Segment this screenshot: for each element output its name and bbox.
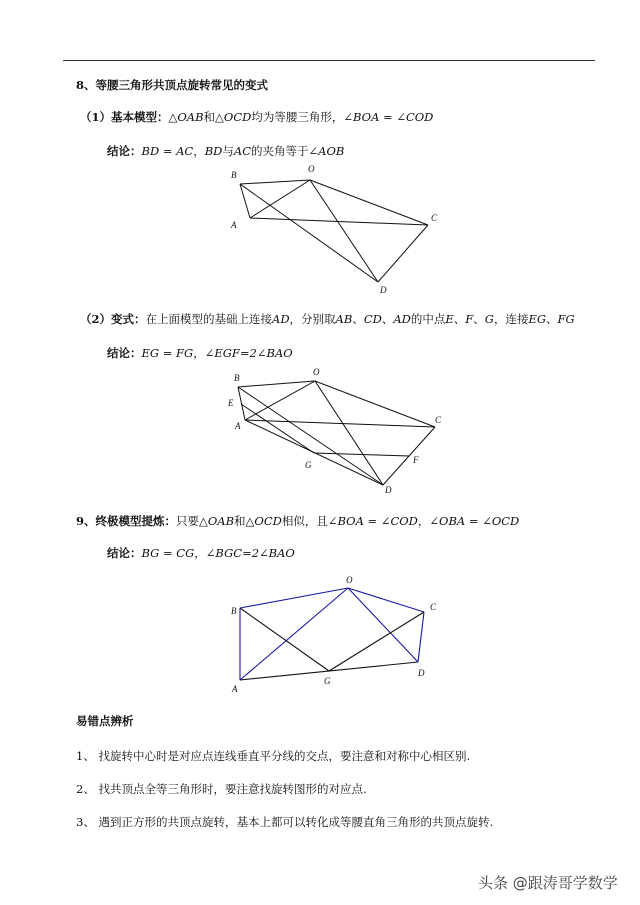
angle-equality: ∠BOA = ∠COD (343, 110, 434, 124)
error-item-text: 找共顶点全等三角形时，要注意找旋转图形的对应点. (98, 782, 367, 796)
label-b: B (231, 170, 237, 180)
label-a: A (232, 684, 238, 694)
conclusion-label: 结论： (107, 144, 142, 158)
errors-title: 易错点辨析 (76, 714, 134, 728)
label-o: O (346, 575, 353, 585)
error-item-3 (76, 815, 493, 829)
part-2-number: （2） (80, 312, 112, 326)
seg-cd (418, 612, 424, 662)
label-a: A (235, 421, 241, 431)
comma: ， (194, 546, 206, 560)
seg-bo (238, 381, 315, 387)
error-item-number: 1、 (76, 749, 95, 763)
label-g: G (305, 460, 312, 470)
segment-cd: CD (363, 312, 382, 326)
conclusion-label: 结论： (107, 346, 142, 360)
point-g: G (484, 312, 494, 326)
label-o: O (313, 367, 320, 377)
label-a: A (231, 220, 237, 230)
part-2-text-3: 的中点 (410, 312, 446, 326)
part-2-text-2: ，分别取 (289, 312, 336, 326)
figure-ultimate-model (225, 572, 445, 700)
section-9-label: 终极模型提炼： (95, 514, 177, 528)
seg-ao (240, 588, 348, 680)
triangle-ocd: △OCD (215, 110, 252, 124)
label-c: C (430, 602, 437, 612)
bg-eq-cg: BG = CG (141, 546, 195, 560)
triangle-oab: △OAB (168, 110, 204, 124)
header-rule (63, 60, 595, 61)
figure-basic-model (225, 160, 445, 300)
part-2-line (80, 312, 575, 326)
seg-gf (314, 453, 409, 456)
angle-bgc: ∠BGC=2∠BAO (205, 546, 295, 560)
part-1-conclusion (107, 144, 344, 158)
seg-bo (240, 180, 310, 184)
angle-text: 的夹角等于 (251, 144, 309, 158)
part-2-label: 变式： (111, 312, 146, 326)
separator: 、 (381, 312, 394, 326)
error-item-text: 遇到正方形的共顶点旋转，基本上都可以转化成等腰直角三角形的共顶点旋转. (98, 815, 494, 829)
part-2-text-4: ，连接 (493, 312, 529, 326)
section-9-number: 9、 (76, 514, 96, 528)
separator: 、 (473, 312, 485, 326)
label-c: C (431, 213, 438, 223)
segment-ad-2: AD (393, 312, 411, 326)
triangle-ocd: △OCD (245, 514, 282, 528)
seg-bo (240, 588, 348, 608)
point-f: F (465, 312, 474, 326)
separator: 、 (453, 312, 466, 326)
comma: ， (417, 514, 430, 528)
label-d: D (380, 285, 387, 295)
separator: 、 (546, 312, 558, 326)
conj-and: 和 (203, 110, 216, 124)
label-d: D (418, 668, 425, 678)
angle-aob: ∠AOB (308, 144, 345, 158)
segment-eg: EG (528, 312, 547, 326)
triangle-oab: △OAB (199, 514, 235, 528)
segment-ad: AD (272, 312, 290, 326)
error-item-text: 找旋转中心时是对应点连线垂直平分线的交点，要注意和对称中心相区别. (98, 749, 471, 763)
watermark: 头条 @跟涛哥学数学 (478, 874, 618, 892)
part-1-label: 基本模型： (111, 110, 169, 124)
label-d: D (385, 485, 392, 495)
label-o: O (308, 164, 315, 174)
label-e: E (228, 398, 234, 408)
section-9-line (76, 514, 519, 528)
comma: ， (193, 346, 205, 360)
error-item-2 (76, 782, 367, 796)
error-item-number: 3、 (76, 815, 95, 829)
seg-eg (241, 404, 314, 453)
section-8-title: 8、等腰三角形共顶点旋转常见的变式 (76, 78, 268, 92)
part-2-conclusion (107, 346, 293, 360)
part-1-desc: 均为等腰三角形， (251, 110, 344, 124)
seg-bd (238, 387, 383, 485)
seg-ba (238, 387, 245, 420)
conclusion-label: 结论： (107, 546, 142, 560)
error-item-number: 2、 (76, 782, 95, 796)
section-9-text-1: 只要 (176, 514, 200, 528)
angle-oba-ocd: ∠OBA = ∠OCD (429, 514, 520, 528)
label-f: F (413, 455, 419, 465)
angle-boa-cod: ∠BOA = ∠COD (327, 514, 418, 528)
bd-eq-ac: BD = AC (141, 144, 194, 158)
seg-bd (240, 184, 378, 282)
figure-variant-model (225, 363, 450, 498)
part-2-text-1: 在上面模型的基础上连接 (145, 312, 273, 326)
conj-and: 和 (234, 514, 246, 528)
seg-oc (315, 381, 435, 427)
label-b: B (231, 606, 237, 616)
separator: 、 (352, 312, 364, 326)
point-e: E (445, 312, 454, 326)
section-9-conclusion (107, 546, 295, 560)
label-c: C (435, 415, 442, 425)
error-item-1 (76, 749, 470, 763)
label-b: B (234, 373, 240, 383)
seg-cd (378, 225, 428, 282)
segment-fg: FG (557, 312, 575, 326)
section-9-text-2: 相似，且 (281, 514, 328, 528)
segment-ab: AB (335, 312, 353, 326)
seg-bg (240, 608, 329, 671)
label-g: G (324, 676, 331, 686)
seg-od (310, 180, 378, 282)
seg-gc (329, 612, 424, 671)
part-1-number: （1） (80, 110, 112, 124)
part-1-line (80, 110, 433, 124)
segment-ac: AC (233, 144, 252, 158)
eg-eq-fg: EG = FG (141, 346, 194, 360)
comma: ， (193, 144, 205, 158)
seg-oc (310, 180, 428, 225)
seg-ba (240, 184, 250, 218)
segment-bd: BD (204, 144, 223, 158)
conj-yu: 与 (222, 144, 234, 158)
angle-egf: ∠EGF=2∠BAO (204, 346, 293, 360)
